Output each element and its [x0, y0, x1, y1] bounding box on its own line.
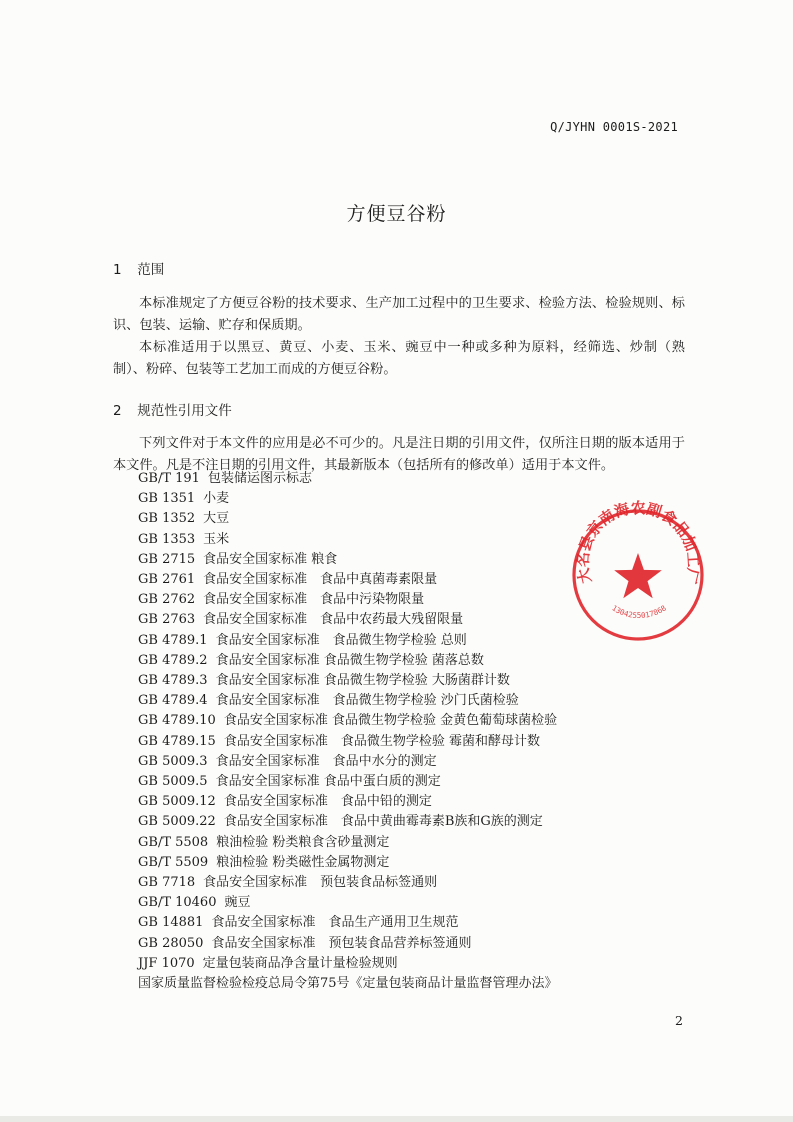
reference-item — [138, 631, 558, 651]
reference-title: 食品安全国家标准 食品生产通用卫生规范 — [211, 915, 459, 931]
section-number: 2 — [113, 403, 122, 419]
reference-title: 食品安全国家标准 食品微生物学检验 沙门氏菌检验 — [215, 693, 519, 709]
reference-item — [138, 711, 558, 731]
reference-code: GB 1352 — [138, 511, 196, 527]
reference-item — [138, 954, 558, 974]
reference-title: 食品安全国家标准 食品中铅的测定 — [223, 794, 432, 810]
reference-title: 食品安全国家标准 食品中蛋白质的测定 — [215, 774, 441, 790]
reference-code: GB/T 191 — [138, 471, 200, 486]
reference-title: 食品安全国家标准 食品微生物学检验 菌落总数 — [215, 652, 484, 668]
reference-code: JJF 1070 — [138, 955, 195, 971]
document-title: 方便豆谷粉 — [346, 203, 447, 225]
reference-code: GB 4789.2 — [138, 652, 208, 668]
reference-item — [138, 550, 558, 570]
reference-item — [138, 752, 558, 772]
reference-title: 食品安全国家标准 食品微生物学检验 霉菌和酵母计数 — [223, 733, 540, 749]
seal-name-path: 大名县京南海农副食品加工厂 — [573, 498, 703, 586]
reference-item — [138, 469, 558, 489]
reference-title: 粮油检验 粉类磁性金属物测定 — [216, 854, 390, 870]
reference-title: 大豆 — [203, 511, 230, 527]
reference-title: 包装储运图示标志 — [207, 471, 312, 486]
reference-title: 食品安全国家标准 预包装食品标签通则 — [203, 875, 438, 891]
reference-code: GB 4789.3 — [138, 673, 208, 689]
reference-title: 食品安全国家标准 食品中农药最大残留限量 — [203, 612, 464, 628]
reference-item — [138, 590, 558, 610]
reference-item — [138, 974, 558, 994]
company-seal — [568, 497, 708, 653]
reference-code: GB 1353 — [138, 531, 196, 547]
seal-serial-text — [610, 603, 668, 620]
reference-code: GB 2763 — [138, 612, 196, 628]
reference-item — [138, 671, 558, 691]
section-title: 规范性引用文件 — [137, 403, 232, 419]
section-title: 范围 — [137, 262, 165, 278]
reference-code: GB 7718 — [138, 875, 196, 891]
reference-title: 食品安全国家标准 食品微生物学检验 金黄色葡萄球菌检验 — [223, 713, 558, 729]
scope-paragraph-2: 本标准适用于以黑豆、黄豆、小麦、玉米、豌豆中一种或多种为原料，经筛选、炒制（熟制）、粉碎、包装等工艺加工而成的方便豆谷粉。 — [113, 340, 685, 377]
reference-item — [138, 853, 558, 873]
reference-item — [138, 893, 558, 913]
reference-item — [138, 530, 558, 550]
reference-item — [138, 812, 558, 832]
reference-list — [138, 469, 558, 994]
reference-item — [138, 489, 558, 509]
reference-item — [138, 651, 558, 671]
page-number: 2 — [675, 1013, 683, 1028]
reference-item — [138, 732, 558, 752]
reference-code: GB 14881 — [138, 915, 204, 931]
reference-code: GB 4789.10 — [138, 713, 216, 729]
reference-title: 食品安全国家标准 预包装食品营养标签通则 — [211, 935, 472, 951]
reference-title: 国家质量监督检验检疫总局令第75号《定量包装商品计量监督管理办法》 — [138, 976, 558, 992]
reference-code: GB 4789.1 — [138, 632, 208, 648]
reference-code: GB/T 10460 — [138, 895, 217, 911]
reference-item — [138, 792, 558, 812]
reference-item — [138, 570, 558, 590]
reference-item — [138, 913, 558, 933]
section-heading-references — [113, 399, 232, 419]
reference-code: GB 5009.3 — [138, 753, 208, 769]
reference-title: 粮油检验 粉类粮食含砂量测定 — [216, 834, 390, 850]
references-intro-paragraph: 下列文件对于本文件的应用是必不可少的。凡是注日期的引用文件，仅所注日期的版本适用于本文件。凡是不注日期的引用文件，其最新版本（包括所有的修改单）适用于本文件。 — [113, 436, 685, 473]
reference-title: 食品安全国家标准 食品中污染物限量 — [203, 592, 425, 608]
document-code: Q/JYHN 0001S-2021 — [550, 120, 678, 134]
reference-code: GB 4789.4 — [138, 693, 208, 709]
reference-item — [138, 934, 558, 954]
reference-code: GB 28050 — [138, 935, 204, 951]
section-heading-scope — [113, 258, 164, 278]
reference-code: GB 5009.22 — [138, 814, 216, 830]
seal-serial-path: 1304255017868 — [610, 603, 668, 621]
reference-item — [138, 873, 558, 893]
reference-title: 食品安全国家标准 粮食 — [203, 551, 338, 567]
section-number: 1 — [113, 262, 122, 278]
reference-code: GB 1351 — [138, 491, 196, 507]
reference-code: GB 2761 — [138, 572, 196, 588]
reference-title: 豌豆 — [224, 895, 251, 911]
reference-item — [138, 691, 558, 711]
reference-code: GB 5009.5 — [138, 774, 208, 790]
reference-title: 定量包装商品净含量计量检验规则 — [202, 955, 398, 971]
reference-item — [138, 509, 558, 529]
reference-item — [138, 610, 558, 630]
reference-title: 食品安全国家标准 食品微生物学检验 总则 — [215, 632, 467, 648]
reference-title: 食品安全国家标准 食品中真菌毒素限量 — [203, 572, 438, 588]
scope-paragraph-1: 本标准规定了方便豆谷粉的技术要求、生产加工过程中的卫生要求、检验方法、检验规则、标识、包装、运输、贮存和保质期。 — [113, 296, 685, 333]
reference-item — [138, 772, 558, 792]
reference-code: GB 5009.12 — [138, 794, 216, 810]
reference-code: GB/T 5508 — [138, 834, 209, 850]
reference-item — [138, 833, 558, 853]
reference-title: 玉米 — [203, 531, 230, 547]
reference-code: GB 4789.15 — [138, 733, 216, 749]
reference-code: GB 2715 — [138, 551, 196, 567]
reference-title: 食品安全国家标准 食品中黄曲霉毒素B族和G族的测定 — [223, 814, 543, 830]
reference-code: GB/T 5509 — [138, 854, 209, 870]
page-bottom-edge — [0, 1116, 793, 1122]
reference-code: GB 2762 — [138, 592, 196, 608]
reference-title: 食品安全国家标准 食品微生物学检验 大肠菌群计数 — [215, 673, 510, 689]
reference-title: 小麦 — [203, 491, 230, 507]
reference-title: 食品安全国家标准 食品中水分的测定 — [215, 753, 437, 769]
seal-star-icon — [614, 553, 662, 598]
